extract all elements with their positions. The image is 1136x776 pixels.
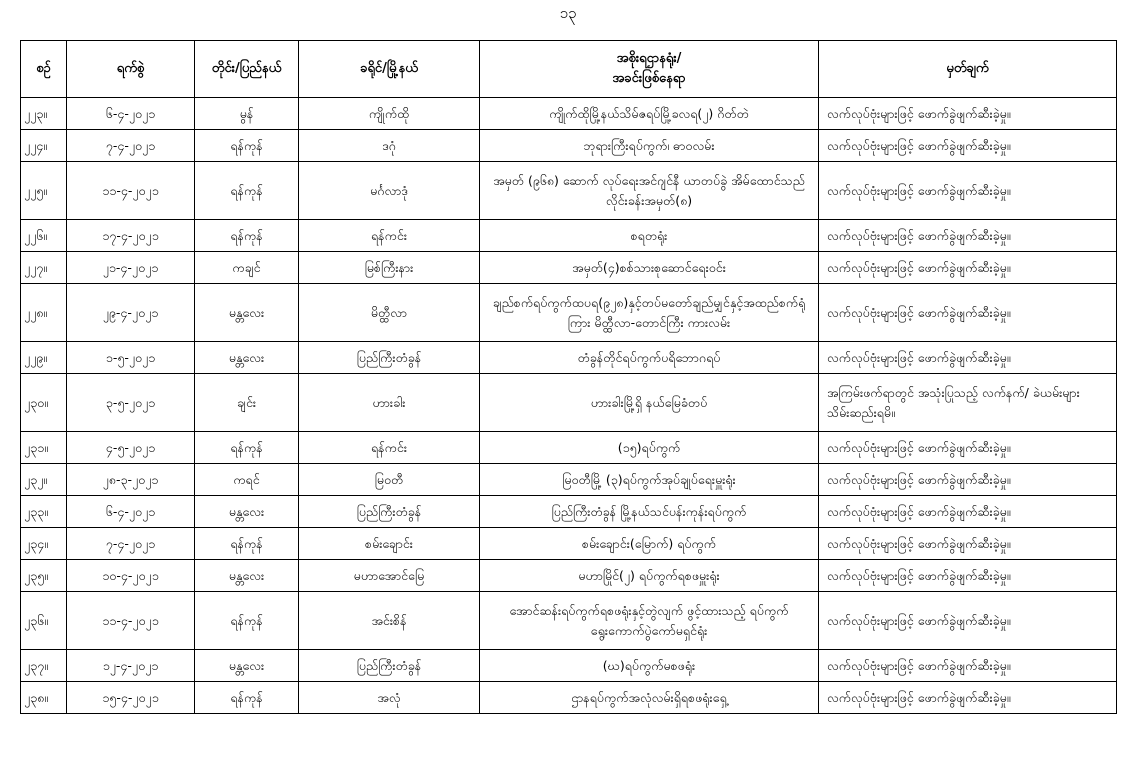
cell-remark: လက်လုပ်ဗုံးများဖြင့် ဖောက်ခွဲဖျက်ဆီးခဲ့မှု။ <box>819 252 1117 284</box>
cell-region: ကရင် <box>195 464 299 496</box>
cell-location: ပြည်ကြီးတံခွန် မြို့နယ်သင်ပန်းကုန်းရပ်ကွက် <box>480 496 819 528</box>
header-location <box>480 41 819 98</box>
cell-region: ရန်ကုန် <box>195 432 299 464</box>
cell-township: အလုံ <box>299 682 480 714</box>
cell-date: ၆-၄-၂၀၂၁ <box>67 98 195 130</box>
cell-location: ဟားခါးမြို့ရှိ နယ်မြေခံတပ် <box>480 374 819 432</box>
cell-remark: လက်လုပ်ဗုံးများဖြင့် ဖောက်ခွဲဖျက်ဆီးခဲ့မှု။ <box>819 560 1117 592</box>
cell-date: ၁၇-၄-၂၀၂၁ <box>67 220 195 252</box>
cell-date: ၁-၅-၂၀၂၁ <box>67 342 195 374</box>
cell-date: ၁၅-၄-၂၀၂၁ <box>67 682 195 714</box>
cell-township: စမ်းချောင်း <box>299 528 480 560</box>
cell-no: ၂၃၄။ <box>21 528 67 560</box>
cell-date: ၇-၄-၂၀၂၁ <box>67 130 195 162</box>
table-header-row <box>21 41 1117 98</box>
table-row <box>21 98 1117 130</box>
cell-region: မန္တလေး <box>195 496 299 528</box>
cell-remark: အကြမ်းဖက်ရာတွင် အသုံးပြုသည့် လက်နက်/ ခဲယမ်းများသိမ်းဆည်းရမိ။ <box>819 374 1117 432</box>
table-row <box>21 496 1117 528</box>
table-row <box>21 162 1117 220</box>
cell-township: ပြည်ကြီးတံခွန် <box>299 342 480 374</box>
table-row <box>21 374 1117 432</box>
cell-location: ဌာနရပ်ကွက်အလုံလမ်းရှိရစဖရုံးရှေ့ <box>480 682 819 714</box>
header-region: တိုင်း/ပြည်နယ် <box>195 41 299 98</box>
cell-remark: လက်လုပ်ဗုံးများဖြင့် ဖောက်ခွဲဖျက်ဆီးခဲ့မှု။ <box>819 220 1117 252</box>
cell-remark: လက်လုပ်ဗုံးများဖြင့် ဖောက်ခွဲဖျက်ဆီးခဲ့မှု။ <box>819 432 1117 464</box>
cell-township: ရန်ကင်း <box>299 432 480 464</box>
cell-remark: လက်လုပ်ဗုံးများဖြင့် ဖောက်ခွဲဖျက်ဆီးခဲ့မှု။ <box>819 130 1117 162</box>
cell-no: ၂၃၅။ <box>21 560 67 592</box>
table-row <box>21 252 1117 284</box>
cell-township: မြဝတီ <box>299 464 480 496</box>
cell-remark: လက်လုပ်ဗုံးများဖြင့် ဖောက်ခွဲဖျက်ဆီးခဲ့မှု။ <box>819 162 1117 220</box>
table-row <box>21 284 1117 342</box>
table-row <box>21 464 1117 496</box>
cell-township: ဒဂုံ <box>299 130 480 162</box>
cell-region: မန္တလေး <box>195 342 299 374</box>
header-no: စဉ် <box>21 41 67 98</box>
cell-no: ၂၂၄။ <box>21 130 67 162</box>
cell-township: ဟားခါး <box>299 374 480 432</box>
table-row <box>21 342 1117 374</box>
cell-region: ရန်ကုန် <box>195 220 299 252</box>
cell-date: ၂၁-၄-၂၀၂၁ <box>67 252 195 284</box>
cell-township: ကျိုက်ထို <box>299 98 480 130</box>
table-row <box>21 592 1117 650</box>
header-location-line2: အခင်းဖြစ်နေရာ <box>612 71 686 86</box>
table-row <box>21 682 1117 714</box>
cell-township: ရန်ကင်း <box>299 220 480 252</box>
cell-region: ရန်ကုန် <box>195 528 299 560</box>
cell-date: ၁၁-၄-၂၀၂၁ <box>67 162 195 220</box>
header-location-line1: အစိုးရဌာနရုံး/ <box>616 51 682 66</box>
cell-location: (၁၅)ရပ်ကွက် <box>480 432 819 464</box>
cell-region: ရန်ကုန် <box>195 162 299 220</box>
cell-no: ၂၃၈။ <box>21 682 67 714</box>
cell-township: မိတ္ထီလာ <box>299 284 480 342</box>
cell-no: ၂၂၃။ <box>21 98 67 130</box>
cell-region: ချင်း <box>195 374 299 432</box>
table-row <box>21 220 1117 252</box>
table-row <box>21 650 1117 682</box>
cell-remark: လက်လုပ်ဗုံးများဖြင့် ဖောက်ခွဲဖျက်ဆီးခဲ့မှု။ <box>819 98 1117 130</box>
header-remark: မှတ်ချက် <box>819 41 1117 98</box>
cell-date: ၂၈-၃-၂၀၂၁ <box>67 464 195 496</box>
cell-remark: လက်လုပ်ဗုံးများဖြင့် ဖောက်ခွဲဖျက်ဆီးခဲ့မှု။ <box>819 342 1117 374</box>
cell-region: မန္တလေး <box>195 650 299 682</box>
cell-township: မဟာအောင်မြေ <box>299 560 480 592</box>
cell-region: ရန်ကုန် <box>195 682 299 714</box>
cell-no: ၂၂၉။ <box>21 342 67 374</box>
cell-location: ချည်စက်ရပ်ကွက်ထပရ(၉၂၈)နှင့်တပ်မတော်ချည်မျှင်နှင့်အထည်စက်ရုံကြား မိတ္ထီလာ-တောင်ကြီး ကားလမ်း <box>480 284 819 342</box>
cell-date: ၃-၅-၂၀၂၁ <box>67 374 195 432</box>
cell-location: အမှတ်(၄)စစ်သားစုဆောင်ရေးဝင်း <box>480 252 819 284</box>
cell-remark: လက်လုပ်ဗုံးများဖြင့် ဖောက်ခွဲဖျက်ဆီးခဲ့မှု။ <box>819 496 1117 528</box>
cell-region: ကချင် <box>195 252 299 284</box>
header-township: ခရိုင်/မြို့နယ် <box>299 41 480 98</box>
cell-date: ၄-၅-၂၀၂၁ <box>67 432 195 464</box>
cell-date: ၁၁-၄-၂၀၂၁ <box>67 592 195 650</box>
cell-region: ရန်ကုန် <box>195 130 299 162</box>
cell-remark: လက်လုပ်ဗုံးများဖြင့် ဖောက်ခွဲဖျက်ဆီးခဲ့မှု။ <box>819 284 1117 342</box>
table-row <box>21 528 1117 560</box>
cell-no: ၂၃၇။ <box>21 650 67 682</box>
cell-remark: လက်လုပ်ဗုံးများဖြင့် ဖောက်ခွဲဖျက်ဆီးခဲ့မှု။ <box>819 528 1117 560</box>
cell-township: ပြည်ကြီးတံခွန် <box>299 650 480 682</box>
cell-location: တံခွန်တိုင်ရပ်ကွက်ပရိဘောဂရပ် <box>480 342 819 374</box>
table-row <box>21 560 1117 592</box>
cell-location: အမှတ် (၉၆၈) ဆောက် လုပ်ရေးအင်ဂျင်နီ ယာတပ်ခွဲ အိမ်ထောင်သည် လိုင်းခန်းအမှတ်(၈) <box>480 162 819 220</box>
cell-location: အောင်ဆန်းရပ်ကွက်ရစဖရုံးနှင့်တွဲလျက် ဖွင့်ထားသည့် ရပ်ကွက်ရွေးကောက်ပွဲကော်မရှင်ရုံး <box>480 592 819 650</box>
cell-no: ၂၃၀။ <box>21 374 67 432</box>
cell-township: ပြည်ကြီးတံခွန် <box>299 496 480 528</box>
cell-region: မန္တလေး <box>195 560 299 592</box>
cell-township: အင်းစိန် <box>299 592 480 650</box>
cell-date: ၆-၄-၂၀၂၁ <box>67 496 195 528</box>
cell-date: ၇-၄-၂၀၂၁ <box>67 528 195 560</box>
cell-township: မင်္ဂလာဒုံ <box>299 162 480 220</box>
cell-date: ၂၉-၄-၂၀၂၁ <box>67 284 195 342</box>
cell-no: ၂၃၃။ <box>21 496 67 528</box>
cell-no: ၂၂၆။ <box>21 220 67 252</box>
page-number: ၁၃ <box>559 4 577 22</box>
cell-remark: လက်လုပ်ဗုံးများဖြင့် ဖောက်ခွဲဖျက်ဆီးခဲ့မှု။ <box>819 592 1117 650</box>
table-row <box>21 130 1117 162</box>
cell-no: ၂၂၇။ <box>21 252 67 284</box>
table-row <box>21 432 1117 464</box>
cell-no: ၂၂၈။ <box>21 284 67 342</box>
cell-location: မြဝတီမြို့ (၃)ရပ်ကွက်အုပ်ချုပ်ရေးမှူးရုံး <box>480 464 819 496</box>
cell-region: မွန် <box>195 98 299 130</box>
cell-region: မန္တလေး <box>195 284 299 342</box>
header-date: ရက်စွဲ <box>67 41 195 98</box>
cell-remark: လက်လုပ်ဗုံးများဖြင့် ဖောက်ခွဲဖျက်ဆီးခဲ့မှု။ <box>819 650 1117 682</box>
cell-location: ကျိုက်ထိုမြို့နယ်သိမ်ဇရပ်မြို့ခလရ(၂) ဂိတ်တဲ <box>480 98 819 130</box>
cell-location: ဘုရားကြီးရပ်ကွက်၊ ဓာ၀လမ်း <box>480 130 819 162</box>
cell-no: ၂၃၁။ <box>21 432 67 464</box>
cell-region: ရန်ကုန် <box>195 592 299 650</box>
cell-no: ၂၃၆။ <box>21 592 67 650</box>
incident-table <box>20 40 1117 714</box>
cell-location: (ဃ)ရပ်ကွက်မစဖရုံး <box>480 650 819 682</box>
cell-date: ၁၀-၄-၂၀၂၁ <box>67 560 195 592</box>
cell-location: စမ်းချောင်း(မြောက်) ရပ်ကွက် <box>480 528 819 560</box>
cell-remark: လက်လုပ်ဗုံးများဖြင့် ဖောက်ခွဲဖျက်ဆီးခဲ့မှု။ <box>819 682 1117 714</box>
cell-location: မဟာမြိုင်(၂) ရပ်ကွက်ရစဖမှူးရုံး <box>480 560 819 592</box>
cell-no: ၂၃၂။ <box>21 464 67 496</box>
cell-remark: လက်လုပ်ဗုံးများဖြင့် ဖောက်ခွဲဖျက်ဆီးခဲ့မှု။ <box>819 464 1117 496</box>
cell-township: မြစ်ကြီးနား <box>299 252 480 284</box>
cell-location: စရတရုံး <box>480 220 819 252</box>
cell-date: ၁၂-၄-၂၀၂၁ <box>67 650 195 682</box>
cell-no: ၂၂၅။ <box>21 162 67 220</box>
